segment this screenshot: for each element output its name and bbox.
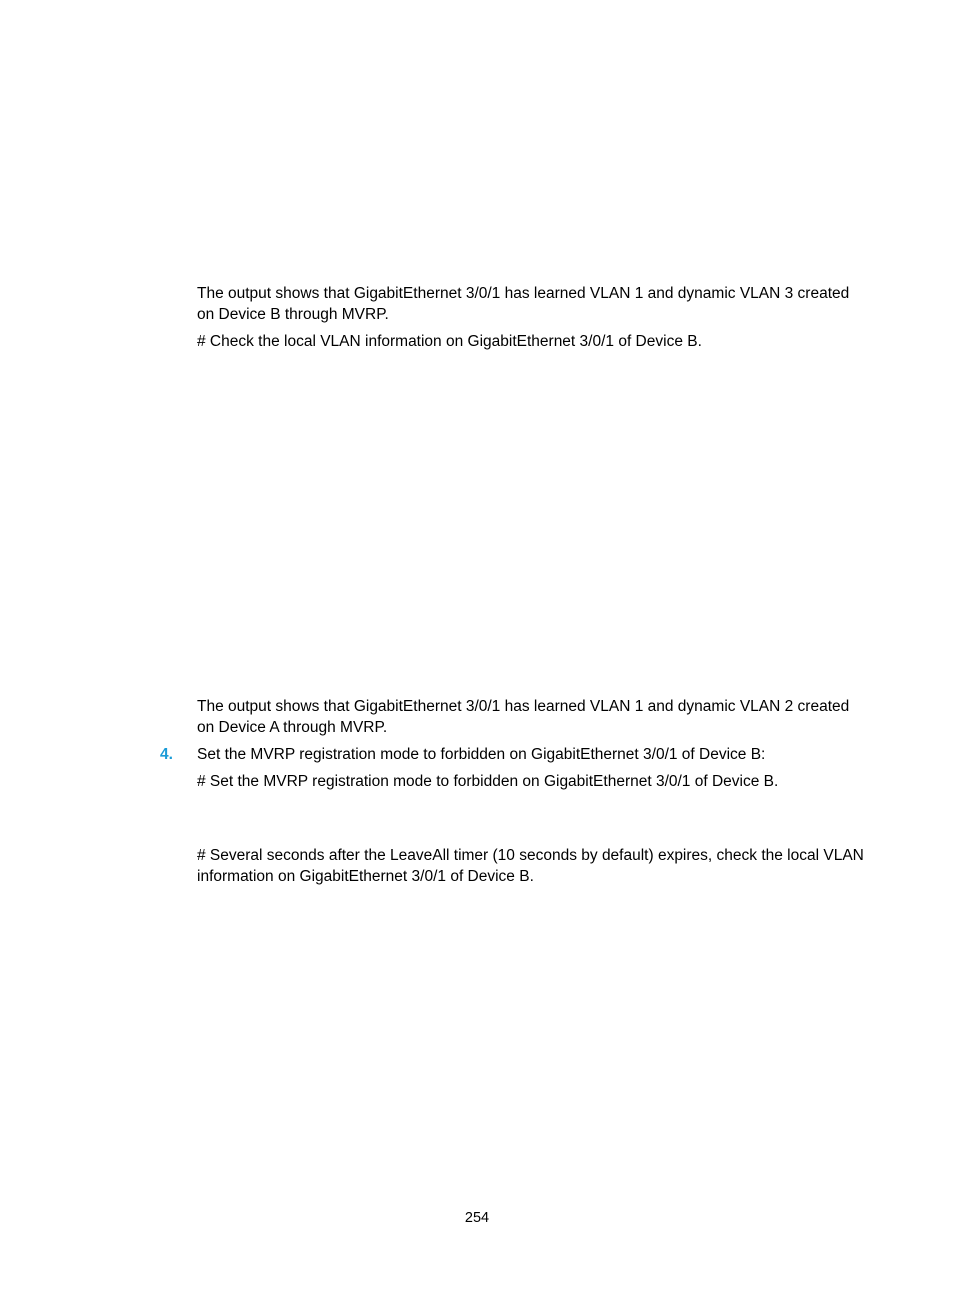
step-text: Set the MVRP registration mode to forbidden on GigabitEthernet 3/0/1 of Device B:	[197, 746, 766, 763]
paragraph-output-vlan2: The output shows that GigabitEthernet 3/0/1 has learned VLAN 1 and dynamic VLAN 2 created on Device A through MVRP.	[197, 698, 850, 736]
paragraph-output-vlan3: The output shows that GigabitEthernet 3/0/1 has learned VLAN 1 and dynamic VLAN 3 created on Device B through MVRP.	[197, 285, 850, 323]
paragraph-set-forbidden: # Set the MVRP registration mode to forbidden on GigabitEthernet 3/0/1 of Device B.	[197, 773, 779, 790]
page-number: 254	[464, 1210, 490, 1226]
paragraph-leaveall-check: # Several seconds after the LeaveAll timer (10 seconds by default) expires, check the local VLAN information on GigabitEthernet 3/0/1 of Device B.	[197, 847, 864, 885]
paragraph-check-local-vlan: # Check the local VLAN information on GigabitEthernet 3/0/1 of Device B.	[197, 333, 702, 350]
step-number: 4.	[160, 746, 173, 763]
